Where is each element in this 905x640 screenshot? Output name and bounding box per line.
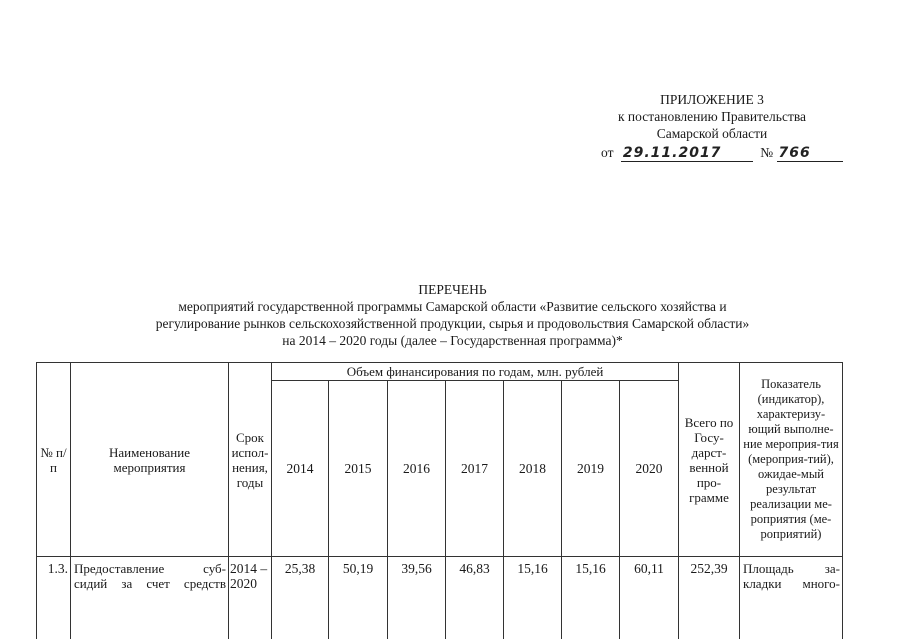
row-value: 60,11 (620, 557, 679, 639)
header-total: Всего по Госу-дарст-венной про-грамме (679, 363, 740, 557)
row-value: 46,83 (446, 557, 504, 639)
appendix-label: ПРИЛОЖЕНИЕ 3 (660, 92, 764, 107)
row-value: 15,16 (562, 557, 620, 639)
decree-date-line (601, 145, 843, 162)
header-term: Срок испол-нения, годы (229, 363, 272, 557)
header-year: 2020 (620, 381, 679, 557)
row-num: 1.3. (37, 557, 71, 639)
header-num: № п/п (37, 363, 71, 557)
row-value: 50,19 (329, 557, 388, 639)
document-heading: ПЕРЕЧЕНЬ (418, 282, 487, 297)
number-prefix: № (760, 145, 774, 160)
row-value: 15,16 (504, 557, 562, 639)
row-value: 39,56 (388, 557, 446, 639)
decree-number: 766 (777, 146, 843, 162)
header-funding: Объем финансирования по годам, млн. рублей (272, 363, 679, 381)
date-prefix: от (601, 145, 614, 160)
row-term-line-2: 2020 (230, 576, 257, 591)
region-name: Самарской области (656, 126, 768, 141)
header-name: Наименование мероприятия (71, 363, 229, 557)
measures-table (36, 362, 843, 639)
row-total: 252,39 (679, 557, 740, 639)
row-indicator-line-1: Площадь за- (743, 561, 840, 576)
row-value: 25,38 (272, 557, 329, 639)
row-name-line-2: сидий за счет средств (74, 576, 226, 591)
row-term-line-1: 2014 – (230, 561, 268, 576)
header-year: 2019 (562, 381, 620, 557)
header-indicator: Показатель (индикатор), характеризу-ющий выполне-ние мероприя-тия (мероприя-тий), ожидае-мый результат реализации ме-роприятия (ме-роприятий) (740, 363, 843, 557)
header-year: 2017 (446, 381, 504, 557)
decree-date: 29.11.2017 (621, 146, 753, 162)
header-year: 2018 (504, 381, 562, 557)
row-indicator-line-2: кладки много- (743, 576, 840, 591)
header-year: 2015 (329, 381, 388, 557)
document-title-line-3: на 2014 – 2020 годы (далее – Государственная программа)* (282, 333, 623, 348)
table-row (37, 557, 843, 639)
row-name (71, 557, 229, 639)
row-indicator (740, 557, 843, 639)
decree-reference: к постановлению Правительства (617, 109, 807, 124)
document-title-line-2: регулирование рынков сельскохозяйственной продукции, сырья и продовольствия Самарской области» (155, 316, 750, 331)
row-name-line-1: Предоставление суб- (74, 561, 226, 576)
row-term (229, 557, 272, 639)
document-title-line-1: мероприятий государственной программы Самарской области «Развитие сельского хозяйства и (178, 299, 727, 314)
header-year: 2016 (388, 381, 446, 557)
table-header-row-1 (37, 363, 843, 381)
header-year: 2014 (272, 381, 329, 557)
